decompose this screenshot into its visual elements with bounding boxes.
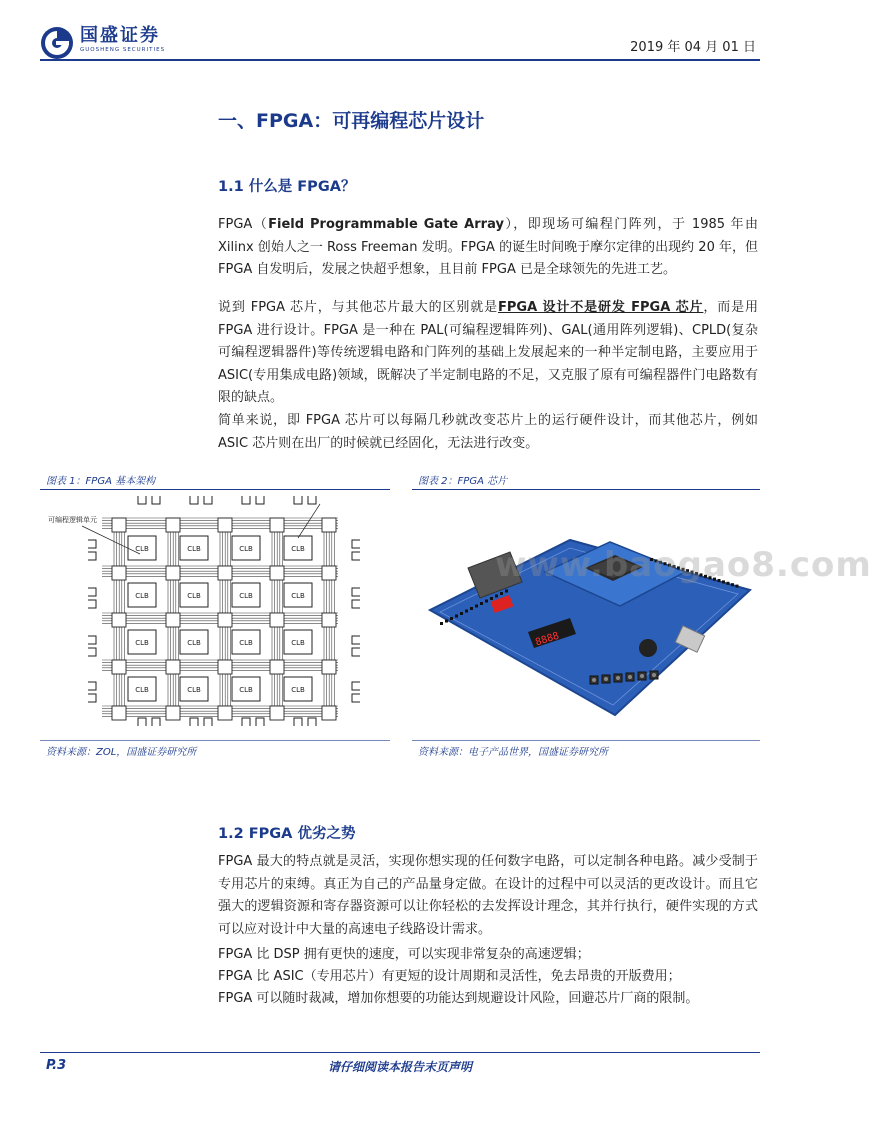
header-pin [445, 620, 448, 623]
io-block [88, 600, 96, 608]
fpga-board-photo [420, 500, 750, 720]
header-pin [490, 597, 493, 600]
header-pin [450, 617, 453, 620]
header-pin [495, 595, 498, 598]
text-span: ），即现场可编程门阵列，于 1985 年由 Xilinx 创始人之一 Ross Freeman 发明。FPGA 的诞生时间晚于摩尔定律的出现约 20 年，但 FPGA 自发明后，发展之快超乎想象，且目前 FPGA 已是全球领先的先进工艺。 [218, 217, 758, 277]
clb-label: CLB [187, 686, 201, 694]
footer-divider [40, 1052, 760, 1053]
switch-box [218, 566, 232, 580]
programmable-logic-label: 可编程逻辑单元 [48, 516, 97, 524]
clb-label: CLB [239, 639, 253, 647]
figure-2-rule [412, 489, 760, 490]
figure-1-source-rule [40, 740, 390, 741]
clb-label: CLB [291, 545, 305, 553]
switch-box [112, 613, 126, 627]
io-block [88, 636, 96, 644]
switch-box [166, 706, 180, 720]
io-block [308, 718, 316, 726]
io-block [138, 496, 146, 504]
io-block [242, 496, 250, 504]
push-button-cap [604, 677, 608, 681]
clb-label: CLB [135, 592, 149, 600]
header-divider [40, 59, 760, 61]
push-button-cap [652, 673, 656, 677]
watermark-text: www.baogao8.com [495, 545, 872, 585]
io-block [242, 718, 250, 726]
list-item: FPGA 比 ASIC（专用芯片）有更短的设计周期和灵活性，免去昂贵的开版费用； [218, 969, 681, 984]
io-block [152, 496, 160, 504]
header-pin [465, 610, 468, 613]
subsection-title-1-2: 1.2 FPGA 优劣之势 [218, 826, 356, 842]
switch-box [322, 613, 336, 627]
figure-2-source: 资料来源：电子产品世界，国盛证券研究所 [418, 747, 608, 758]
io-block [352, 648, 360, 656]
clb-label: CLB [239, 545, 253, 553]
paragraph-fpga-definition [218, 214, 758, 282]
io-block [294, 718, 302, 726]
io-block [308, 496, 316, 504]
company-logo [40, 26, 165, 60]
header-pin [485, 600, 488, 603]
header-pin [455, 615, 458, 618]
clb-label: CLB [291, 639, 305, 647]
switch-box [218, 518, 232, 532]
io-block [152, 718, 160, 726]
io-block [88, 648, 96, 656]
switch-box [322, 660, 336, 674]
company-name-en: GUOSHENG SECURITIES [80, 47, 166, 53]
io-block [190, 718, 198, 726]
buzzer [639, 639, 657, 657]
subsection-title-1-1: 1.1 什么是 FPGA？ [218, 179, 356, 195]
push-button-cap [640, 674, 644, 678]
figure-1-caption: 图表 1：FPGA 基本架构 [46, 476, 156, 487]
switch-box [166, 613, 180, 627]
switch-box [218, 660, 232, 674]
switch-box [322, 566, 336, 580]
io-block [352, 552, 360, 560]
paragraph-fpga-advantages: FPGA 最大的特点就是灵活，实现你想实现的任何数字电路，可以定制各种电路。减少受制于专用芯片的束缚。真正为自己的产品量身定做。在设计的过程中可以灵活的更改设计。而且它强大的逻辑资源和寄存器资源可以让你轻松的去发挥设计理念，其并行执行，硬件实现的方式可以应对设计中大量的高速电子线路设计需求。 [218, 854, 758, 937]
clb-label: CLB [187, 639, 201, 647]
io-block [352, 600, 360, 608]
push-button-cap [592, 678, 596, 682]
header-pin [475, 605, 478, 608]
push-button-cap [628, 675, 632, 679]
figure-1-rule [40, 489, 390, 490]
header-pin [460, 612, 463, 615]
clb-label: CLB [291, 686, 305, 694]
clb-label: CLB [187, 545, 201, 553]
switch-box [218, 613, 232, 627]
clb-label: CLB [187, 592, 201, 600]
emphasis-underline: FPGA 设计不是研发 FPGA 芯片 [498, 300, 704, 315]
io-block [190, 496, 198, 504]
header-pin [480, 602, 483, 605]
page-header [40, 22, 760, 60]
io-block [256, 496, 264, 504]
io-block [88, 588, 96, 596]
io-block [352, 540, 360, 548]
clb-label: CLB [291, 592, 305, 600]
seven-seg-digits: 8888 [534, 630, 561, 649]
io-block [256, 718, 264, 726]
switch-box [112, 566, 126, 580]
switch-box [218, 706, 232, 720]
figure-2-source-rule [412, 740, 760, 741]
io-block [204, 718, 212, 726]
switch-box [322, 518, 336, 532]
io-block [138, 718, 146, 726]
io-blocks-top [138, 496, 316, 504]
io-block [88, 540, 96, 548]
switch-box [322, 706, 336, 720]
clb-label: CLB [135, 545, 149, 553]
paragraph-fpga-summary: 简单来说，即 FPGA 芯片可以每隔几秒就改变芯片上的运行硬件设计，而其他芯片，例如 ASIC 芯片则在出厂的时候就已经固化，无法进行改变。 [218, 413, 758, 451]
switch-box [270, 613, 284, 627]
header-pin [505, 590, 508, 593]
switch-box [270, 706, 284, 720]
term-bold: Field Programmable Gate Array [268, 217, 504, 232]
section-title: 一、FPGA：可再编程芯片设计 [218, 110, 485, 132]
io-block [88, 694, 96, 702]
io-block [88, 682, 96, 690]
clb-label: CLB [135, 639, 149, 647]
switch-box [166, 660, 180, 674]
disclaimer-note: 请仔细阅读本报告末页声明 [327, 1060, 472, 1074]
io-block [352, 682, 360, 690]
label-pointer [298, 504, 320, 538]
header-pin [736, 585, 739, 588]
text-span: ，而是用 FPGA 进行设计。FPGA 是一种在 PAL(可编程逻辑阵列)、GAL(通用阵列逻辑)、CPLD(复杂可编程逻辑器件)等传统逻辑电路和门阵列的基础上发展起来的一种半定制电路，主要应用于 ASIC(专用集成电路)领域，既解决了半定制电路的不足，又克服了原有可编程器件门电路数有限的缺点。 [218, 300, 758, 405]
clb-label: CLB [135, 686, 149, 694]
company-name-cn: 国盛证券 [80, 25, 160, 46]
switch-box [166, 518, 180, 532]
guosheng-logo-icon [40, 26, 74, 60]
clb-label: CLB [239, 592, 253, 600]
figure-2-caption: 图表 2：FPGA 芯片 [418, 476, 508, 487]
io-block [352, 694, 360, 702]
header-pin [440, 622, 443, 625]
io-blocks-right [352, 540, 360, 702]
switch-box [112, 660, 126, 674]
switch-box [270, 566, 284, 580]
clb-label: CLB [239, 686, 253, 694]
io-blocks-left [88, 540, 96, 702]
io-block [352, 588, 360, 596]
io-block [352, 636, 360, 644]
switch-box [270, 660, 284, 674]
switch-box [270, 518, 284, 532]
switch-box [166, 566, 180, 580]
header-pin [470, 607, 473, 610]
paragraph-fpga-difference [218, 297, 758, 410]
figure-1-source: 资料来源：ZOL，国盛证券研究所 [46, 747, 197, 758]
fpga-architecture-diagram [42, 496, 392, 736]
switch-box [112, 518, 126, 532]
switch-box [112, 706, 126, 720]
text-span: 说到 FPGA 芯片，与其他芯片最大的区别就是 [218, 300, 498, 315]
list-item: FPGA 比 DSP 拥有更快的速度，可以实现非常复杂的高速逻辑； [218, 947, 590, 962]
io-block [88, 552, 96, 560]
io-block [204, 496, 212, 504]
push-button-cap [616, 676, 620, 680]
page-number: P.3 [46, 1058, 67, 1073]
report-date: 2019 年 04 月 01 日 [630, 40, 756, 55]
header-pin [500, 592, 503, 595]
io-block [294, 496, 302, 504]
list-item: FPGA 可以随时裁减，增加你想要的功能达到规避设计风险，回避芯片厂商的限制。 [218, 991, 699, 1006]
text-span: FPGA（ [218, 217, 269, 232]
